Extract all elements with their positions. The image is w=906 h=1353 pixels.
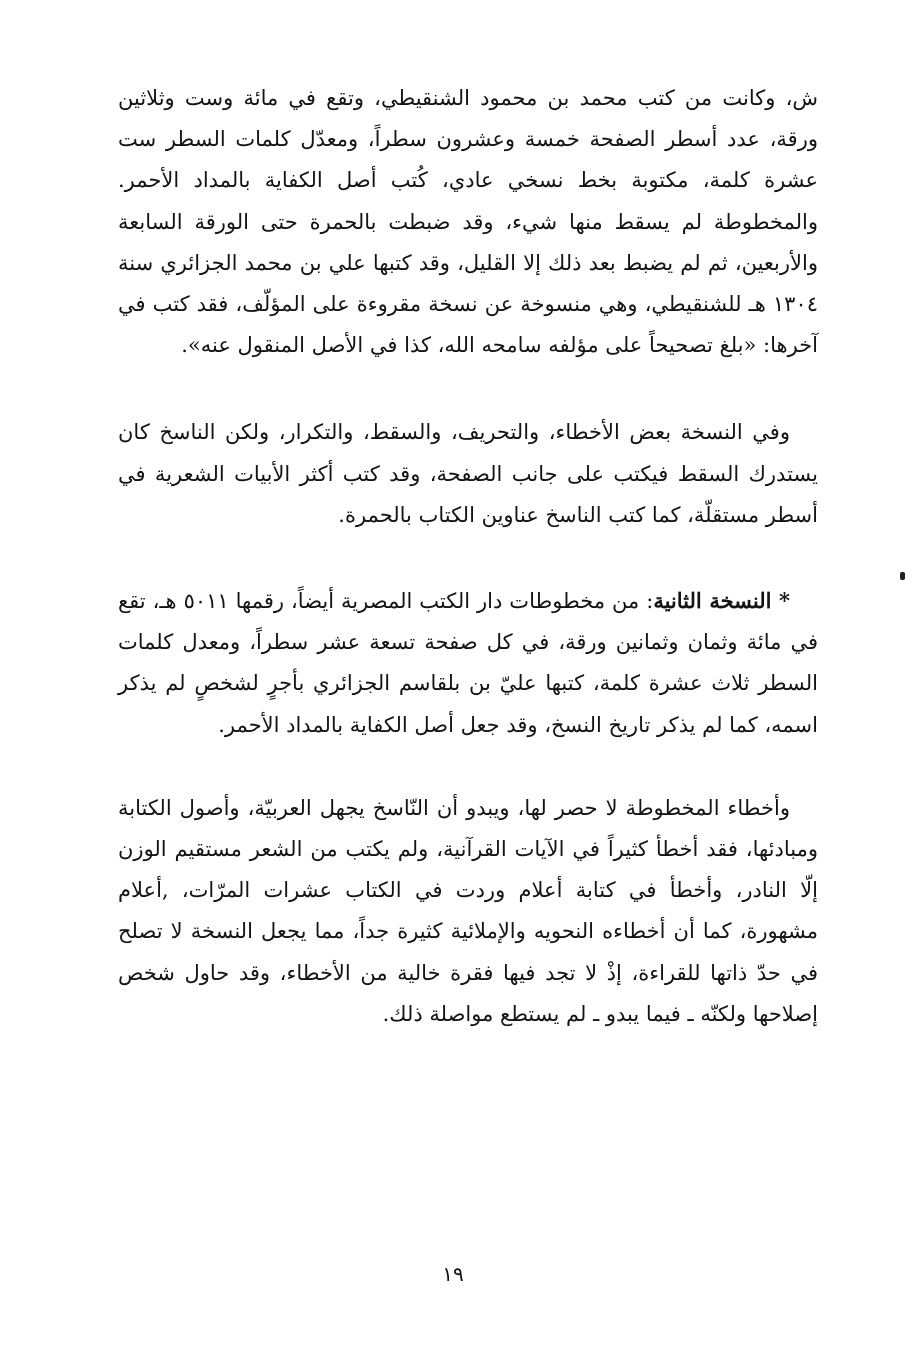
- page-body: [118, 78, 818, 1035]
- paragraph-second-manuscript-errors: وأخطاء المخطوطة لا حصر لها، ويبدو أن النّاسخ يجهل العربيّة، وأصول الكتابة ومبادئها، فقد أخطأ كثيراً في الآيات القرآنية، ولم يكتب من الشعر مستقيم الوزن إلّا النادر، وأخطأ في كتابة أعلام وردت في الكتاب عشرات المرّات، ,أعلام مشهورة، كما أن أخطاءه النحويه والإملائية كثيرة جداً، مما يجعل النسخة لا تصلح في حدّ ذاتها للقراءة، إذْ لا تجد فيها فقرة خالية من الأخطاء، وقد حاول شخص إصلاحها ولكنّه ـ فيما يبدو ـ لم يستطع مواصلة ذلك.: [118, 795, 818, 1026]
- page-number: ١٩: [442, 1262, 464, 1286]
- margin-ink-mark: [900, 572, 905, 580]
- second-manuscript-text: : من مخطوطات دار الكتب المصرية أيضاً، رقمها ٥٠١١ هـ، تقع في مائة وثمان وثمانين ورقة، في كل صفحة تسعة عشر سطراً، ومعدل كلمات السطر ثلاث عشرة كلمة، كتبها عليّ بن بلقاسم الجزائري بأجرٍ لشخصٍ لم يذكر اسمه، كما لم يذكر تاريخ النسخ، وقد جعل أصل الكفاية بالمداد الأحمر.: [118, 589, 818, 737]
- paragraph-manuscript-errors: وفي النسخة بعض الأخطاء، والتحريف، والسقط، والتكرار، ولكن الناسخ كان يستدرك السقط فيكتب على جانب الصفحة، وقد كتب أكثر الأبيات الشعرية في أسطر مستقلّة، كما كتب الناسخ عناوين الكتاب بالحمرة.: [118, 420, 818, 527]
- paragraph-second-manuscript: [118, 580, 818, 746]
- second-manuscript-heading: * النسخة الثانية: [653, 588, 791, 614]
- paragraph-first-manuscript-description: ش، وكانت من كتب محمد بن محمود الشنقيطي، وتقع في مائة وست وثلاثين ورقة، عدد أسطر الصفحة خمسة وعشرون سطراً، ومعدّل كلمات السطر ست عشرة كلمة، مكتوبة بخط نسخي عادي، كُتب أصل الكفاية بالمداد الأحمر. والمخطوطة لم يسقط منها شيء، وقد ضبطت بالحمرة حتى الورقة السابعة والأربعين، ثم لم يضبط بعد ذلك إلا القليل، وقد كتبها علي بن محمد الجزائري سنة ١٣٠٤ هـ للشنقيطي، وهي منسوخة عن نسخة مقروءة على المؤلّف، فقد كتب في آخرها: «بلغ تصحيحاً على مؤلفه سامحه الله، كذا في الأصل المنقول عنه».: [118, 86, 818, 358]
